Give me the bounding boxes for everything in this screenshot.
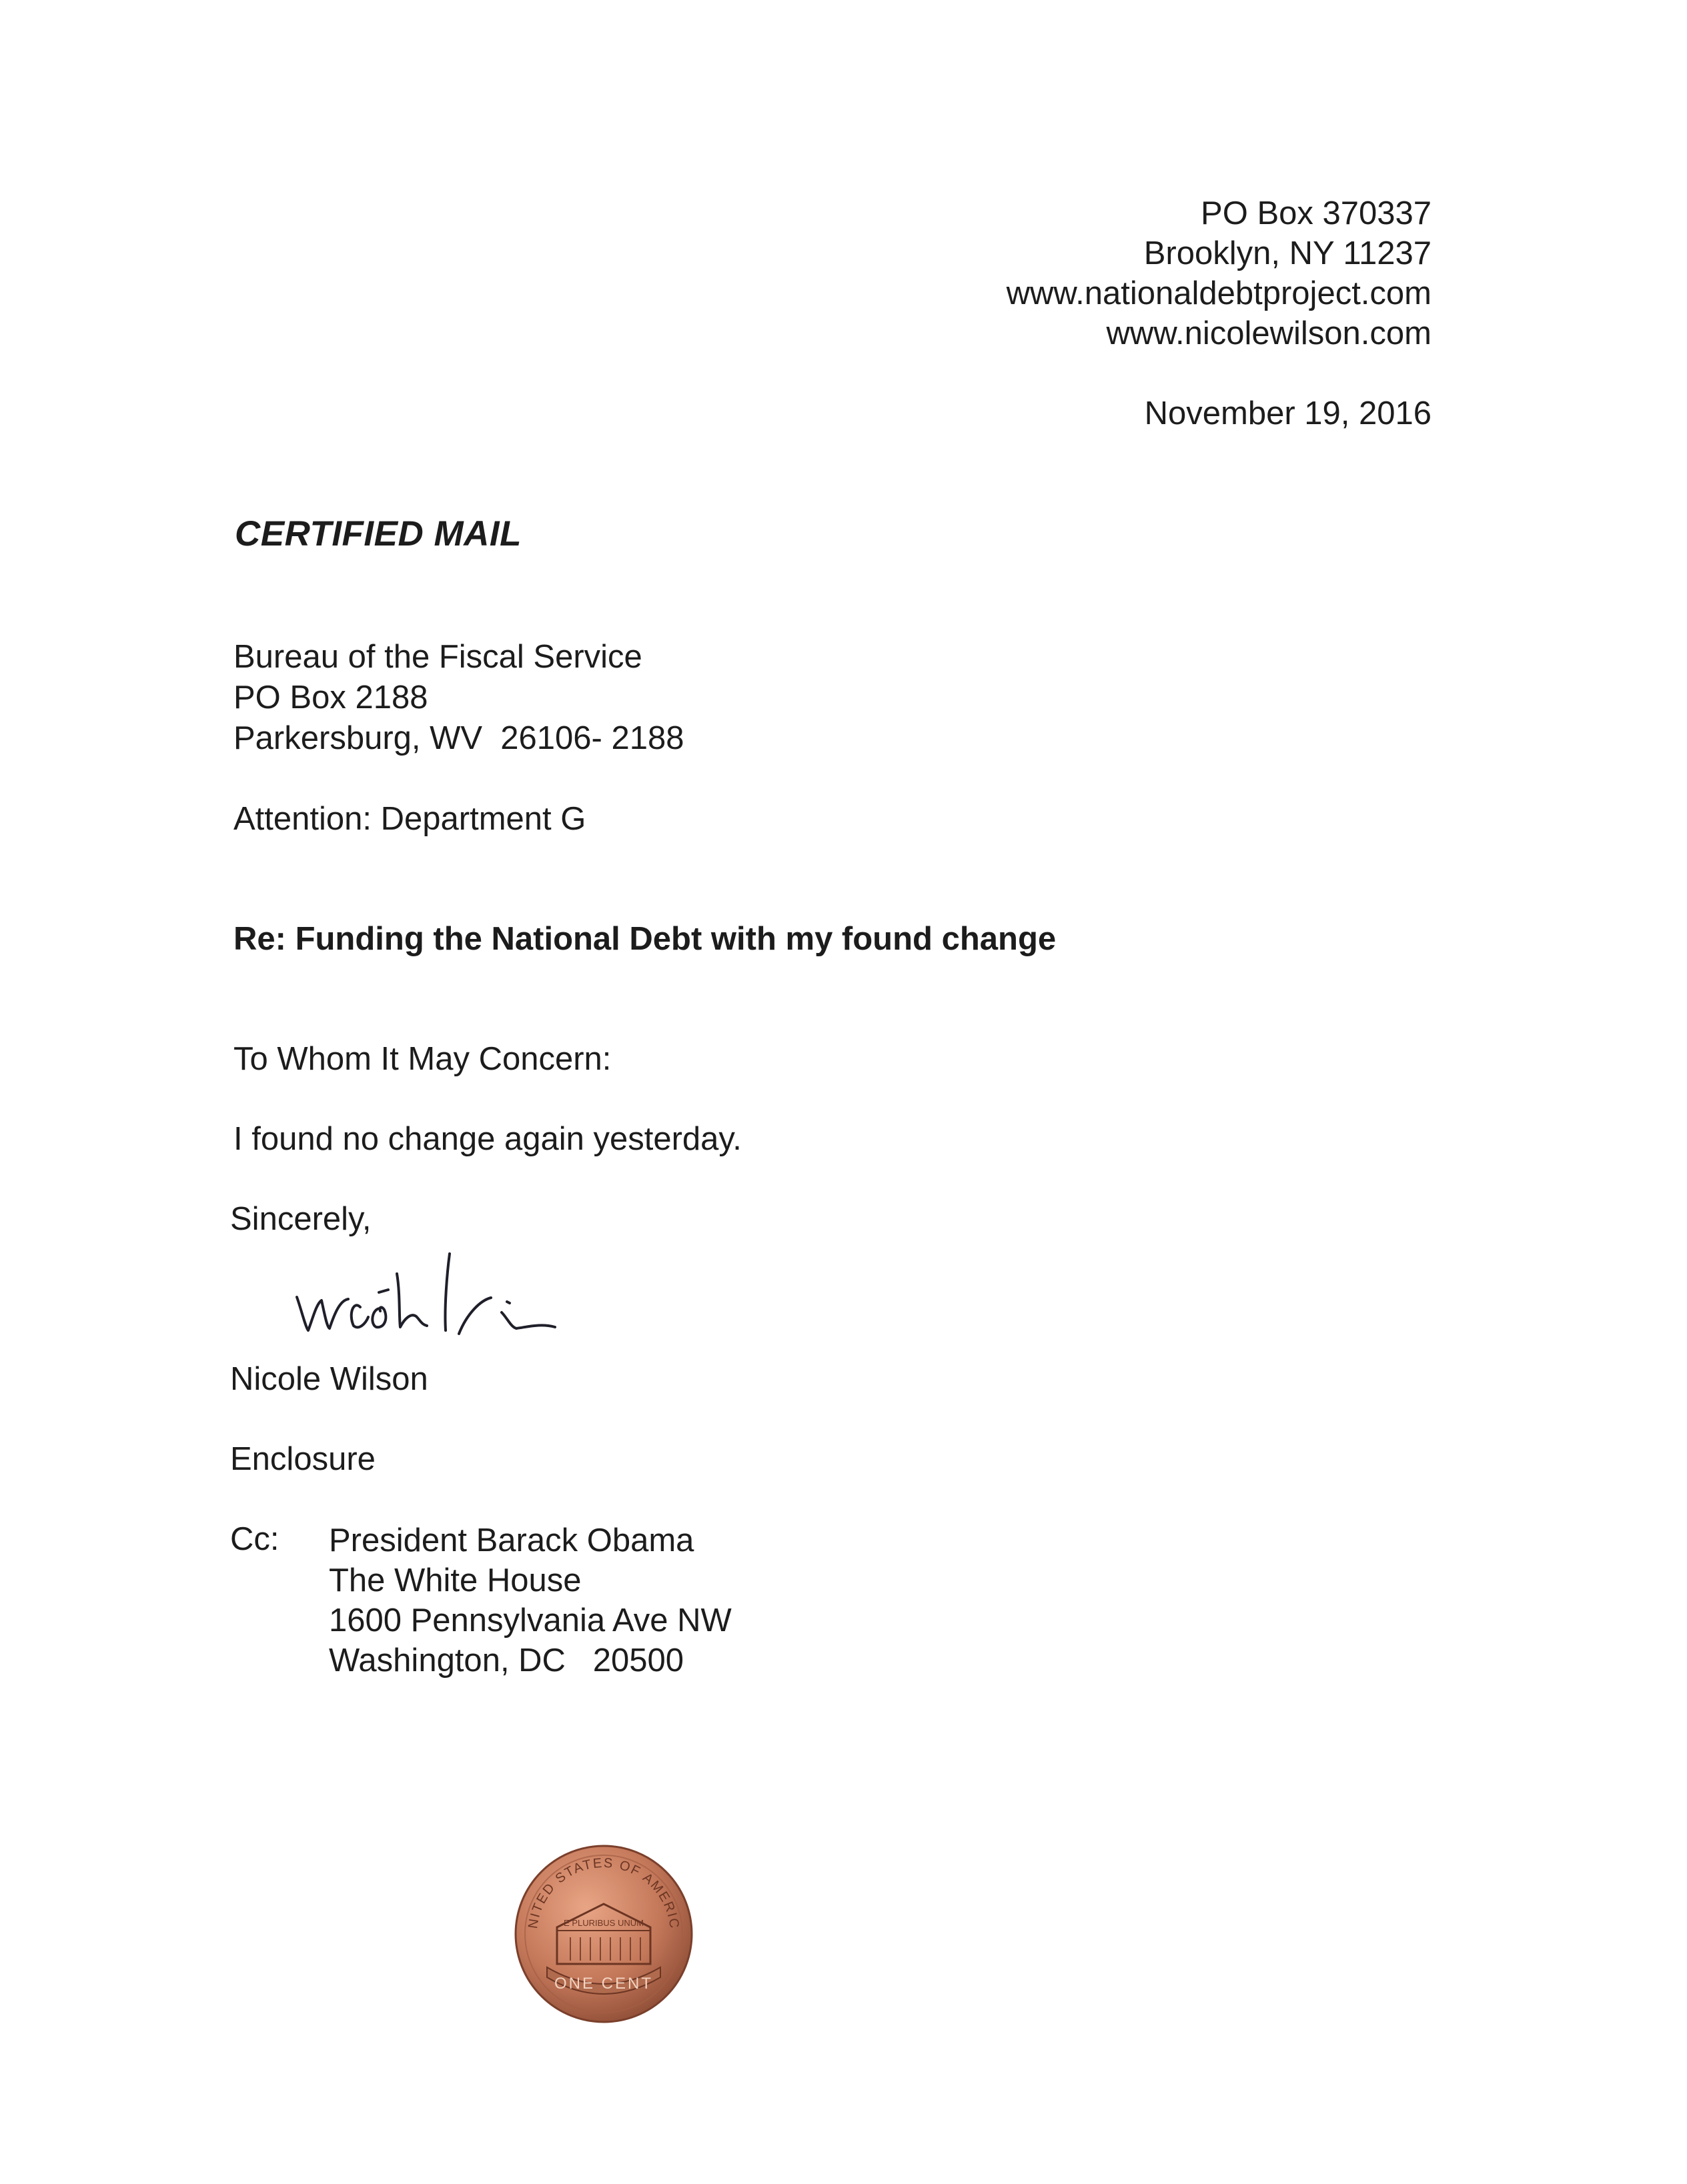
cc-line-2: 1600 Pennsylvania Ave NW <box>329 1602 732 1639</box>
signature-drawing <box>287 1234 647 1340</box>
sender-website-1: www.nationaldebtproject.com <box>1006 275 1432 311</box>
cc-name: President Barack Obama <box>329 1522 694 1558</box>
sender-website-2: www.nicolewilson.com <box>1106 315 1432 351</box>
letter-body: I found no change again yesterday. <box>233 1121 742 1157</box>
letter-date: November 19, 2016 <box>1144 395 1432 431</box>
subject-line: Re: Funding the National Debt with my found change <box>233 921 1057 957</box>
recipient-name: Bureau of the Fiscal Service <box>233 639 642 675</box>
salutation: To Whom It May Concern: <box>233 1041 612 1077</box>
sender-city: Brooklyn, NY 11237 <box>1143 235 1432 271</box>
attention-line: Attention: Department G <box>233 801 586 837</box>
recipient-address <box>233 637 684 759</box>
handwritten-signature <box>287 1234 647 1340</box>
coin-top-text: NITED STATES OF AMERIC <box>526 1855 682 1931</box>
closing: Sincerely, <box>230 1201 372 1237</box>
certified-mail-heading: CERTIFIED MAIL <box>235 514 522 554</box>
cc-label: Cc: <box>230 1521 279 1557</box>
cc-line-3: Washington, DC 20500 <box>329 1643 684 1679</box>
penny-coin-image <box>510 1841 697 2027</box>
coin-motto: E PLURIBUS UNUM <box>564 1918 644 1928</box>
penny-icon <box>510 1841 697 2027</box>
enclosure-note: Enclosure <box>230 1441 376 1477</box>
sender-address <box>1007 193 1432 353</box>
cc-address <box>329 1520 732 1681</box>
coin-denomination: ONE CENT <box>554 1975 654 1993</box>
recipient-city: Parkersburg, WV 26106- 2188 <box>233 720 684 756</box>
sender-po-box: PO Box 370337 <box>1201 195 1432 231</box>
recipient-po-box: PO Box 2188 <box>233 680 428 716</box>
signer-name: Nicole Wilson <box>230 1361 428 1397</box>
cc-line-1: The White House <box>329 1562 582 1598</box>
